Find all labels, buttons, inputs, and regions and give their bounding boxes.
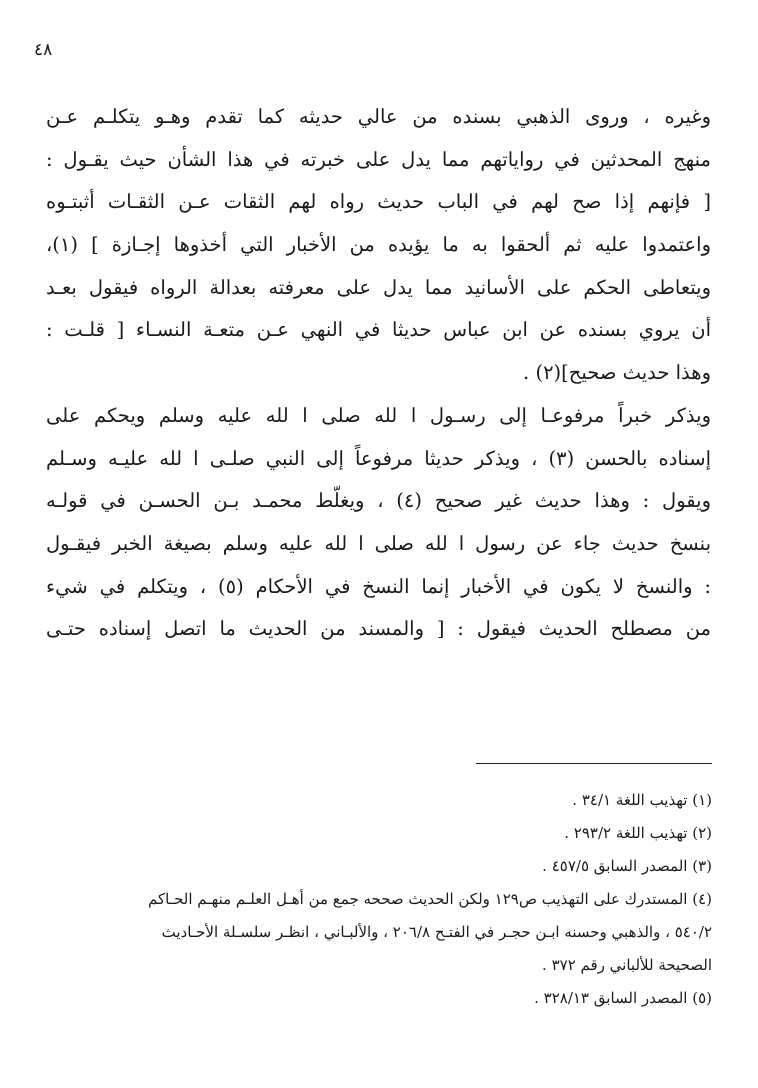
body-line: ويقول : وهذا حديث غير صحيح (٤) ، ويغلّط محمـد بـن الحسـن في قولـه: [46, 489, 711, 513]
body-line: منهج المحدثين في رواياتهم مما يدل على خبرته في هذا الشأن حيث يقـول :: [46, 147, 711, 171]
body-line: [ فإنهم إذا صح لهم في الباب حديث رواه لهم الثقات عـن الثقـات أثبتـوه: [46, 190, 711, 214]
body-line: وهذا حديث صحيح](٢) .: [523, 361, 711, 385]
footnote: (٤) المستدرك على التهذيب ص١٢٩ ولكن الحديث صححه جمع من أهـل العلـم منهـم الحـاكم: [148, 890, 712, 908]
body-line: ويذكر خبراً مرفوعـا إلى رسـول ا لله صلى ا لله عليه وسلم ويحكم على: [46, 403, 711, 427]
body-line: ويتعاطى الحكم على الأسانيد مما يدل على معرفته بعدالة الرواه فيقول بعـد: [46, 275, 711, 299]
footnotes: [20, 784, 712, 1015]
footnote: (٥) المصدر السابق ٣٢٨/١٣ .: [534, 989, 712, 1007]
footnote-continuation: الصحيحة للألباني رقم ٣٧٢ .: [542, 956, 712, 974]
footnote: (٣) المصدر السابق ٤٥٧/٥ .: [542, 857, 712, 875]
body-line: : والنسخ لا يكون في الأخبار إنما النسخ في الأحكام (٥) ، ويتكلم في شيء: [46, 574, 711, 598]
body-line: أن يروي بسنده عن ابن عباس حديثا في النهي عـن متعـة النسـاء [ قلـت :: [46, 318, 711, 342]
body-line: من مصطلح الحديث فيقول : [ والمسند من الحديث ما اتصل إسناده حتـى: [46, 617, 711, 641]
footnote: (٢) تهذيب اللغة ٢٩٣/٢ .: [564, 824, 712, 842]
page-number: ٤٨: [34, 40, 53, 60]
body-text: [46, 96, 711, 651]
body-line: واعتمدوا عليه ثم ألحقوا به ما يؤيده من الأخبار التي أخذوها إجـازة ] (١)،: [46, 233, 711, 257]
footnote-divider: [476, 763, 712, 764]
body-line: بنسخ حديث جاء عن رسول ا لله صلى ا لله عليه وسلم بصيغة الخبر فيقـول: [46, 531, 711, 555]
body-line: إسناده بالحسن (٣) ، ويذكر حديثا مرفوعاً إلى النبي صلـى ا لله عليـه وسـلم: [46, 446, 711, 470]
footnote-continuation: ٥٤٠/٢ ، والذهبي وحسنه ابـن حجـر في الفتـح ٢٠٦/٨ ، والألبـاني ، انظـر سلسـلة الأحـاديث: [161, 923, 712, 941]
footnote: (١) تهذيب اللغة ٣٤/١ .: [572, 791, 712, 809]
body-line: وغيره ، وروى الذهبي بسنده من عالي حديثه كما تقدم وهـو يتكلـم عـن: [46, 105, 711, 128]
